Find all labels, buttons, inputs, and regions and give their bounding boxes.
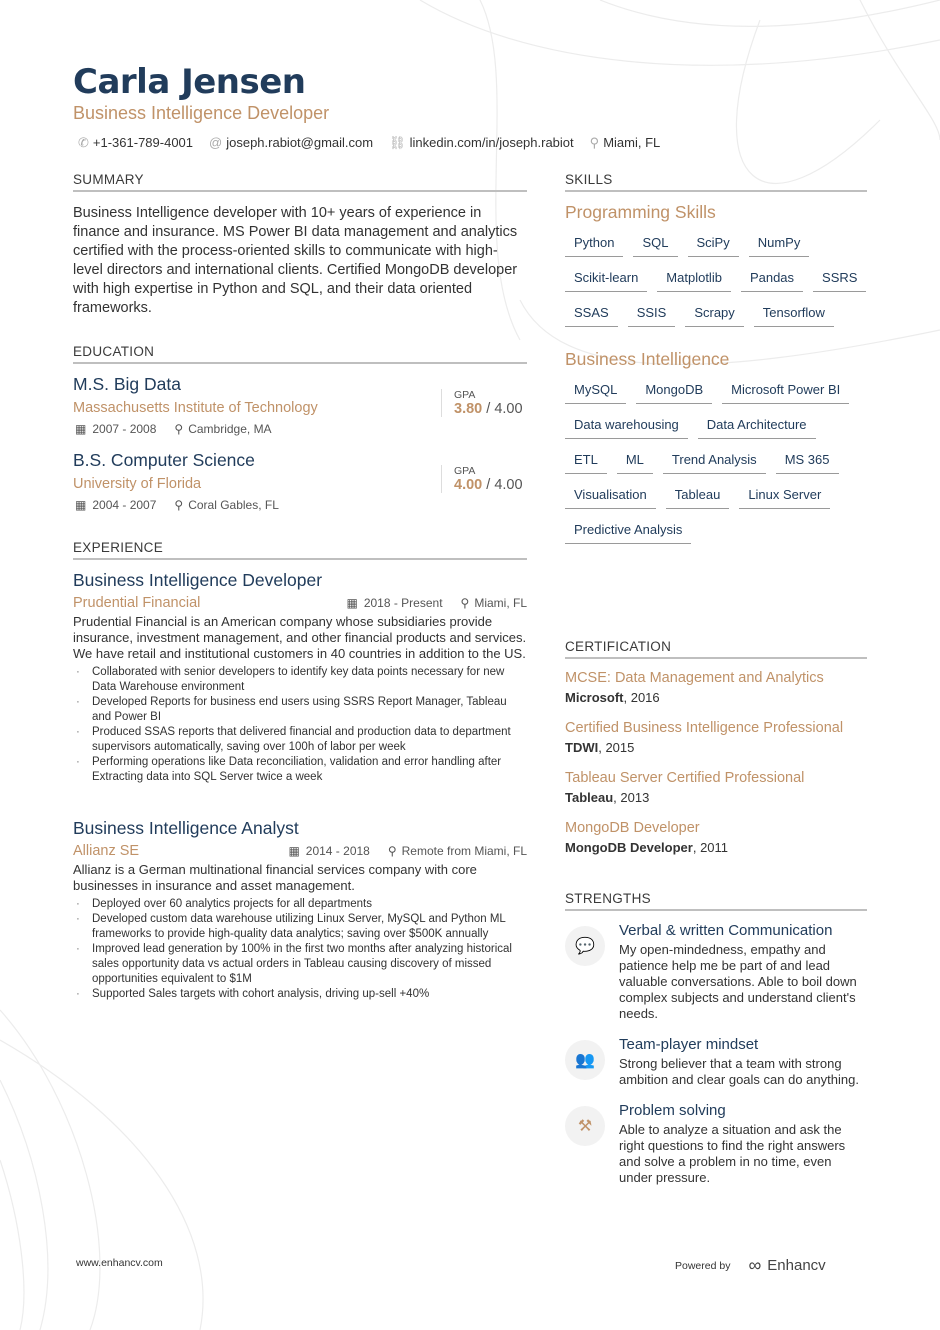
- certification-item: [565, 770, 867, 805]
- experience-heading: EXPERIENCE: [73, 540, 527, 560]
- certification-year: , 2013: [613, 790, 650, 805]
- gpa-label: GPA: [454, 465, 476, 477]
- achievement-item: · Developed custom data warehouse utilizing Linux Server, MySQL and Python ML frameworks to provide high-quality data analytics; saving over $500K annually: [73, 912, 527, 942]
- skill-tag: Pandas: [741, 270, 803, 292]
- school: Massachusetts Institute of Technology: [73, 400, 318, 416]
- at-icon: @: [209, 135, 223, 150]
- strength-body: [619, 1102, 867, 1186]
- education-meta: [75, 498, 279, 512]
- skill-tag: SQL: [633, 235, 677, 257]
- gpa-value: [454, 401, 531, 417]
- dates: 2018 - Present: [363, 596, 443, 610]
- skill-tags: [565, 235, 867, 327]
- achievement-item: · Developed Reports for business end users using SSRS Report Manager, Tableau and Power BI: [73, 695, 527, 725]
- location-icon: ⚲: [174, 422, 184, 436]
- speech-bubble-icon: 💬: [565, 926, 605, 966]
- certification-title: Tableau Server Certified Professional: [565, 770, 805, 786]
- gpa-score: 3.80: [454, 401, 483, 417]
- job-title: Business Intelligence Analyst: [73, 818, 299, 838]
- team-icon: 👥: [565, 1040, 605, 1080]
- certification-issuer: TDWI: [565, 740, 599, 755]
- strength-body: [619, 1036, 867, 1088]
- skill-tag: MySQL: [565, 382, 626, 404]
- skill-tag: MongoDB: [636, 382, 712, 404]
- location-icon: ⚲: [387, 844, 397, 858]
- certification-year: , 2015: [598, 740, 635, 755]
- strength-body: [619, 922, 867, 1022]
- strength-item: [565, 1102, 867, 1186]
- certification-issuer-row: [565, 740, 867, 755]
- achievement-item: · Deployed over 60 analytics projects for all departments: [73, 897, 527, 912]
- skill-tag: Python: [565, 235, 623, 257]
- logo-icon: ∞: [748, 1255, 762, 1275]
- company: Allianz SE: [73, 843, 140, 859]
- skill-tag: SSAS: [565, 305, 618, 327]
- skill-tag: Visualisation: [565, 487, 656, 509]
- strength-title: Team-player mindset: [619, 1036, 759, 1053]
- dates: 2014 - 2018: [305, 844, 370, 858]
- candidate-title: Business Intelligence Developer: [73, 103, 330, 123]
- strengths-heading: STRENGTHS: [565, 891, 867, 911]
- certification-issuer-row: [565, 840, 867, 855]
- strength-title: Problem solving: [619, 1102, 726, 1119]
- certification-heading: CERTIFICATION: [565, 639, 867, 659]
- certification-title: MCSE: Data Management and Analytics: [565, 670, 824, 686]
- gpa-box: [441, 389, 531, 417]
- skill-tag: Tableau: [666, 487, 730, 509]
- school: University of Florida: [73, 476, 202, 492]
- calendar-icon: ▦: [346, 596, 358, 610]
- skill-group-title: Programming Skills: [565, 202, 716, 222]
- gpa-score: 4.00: [454, 477, 483, 493]
- skill-tag: MS 365: [776, 452, 839, 474]
- gpa-value: [454, 477, 531, 493]
- calendar-icon: ▦: [75, 422, 87, 436]
- location: Miami, FL: [603, 135, 661, 150]
- certification-title: MongoDB Developer: [565, 820, 700, 836]
- skill-tag: SSIS: [628, 305, 676, 327]
- job-company-row: [73, 843, 527, 859]
- company-description: Allianz is a German multinational financial services company with core businesses in insurance and asset management.: [73, 862, 477, 893]
- certification-issuer-row: [565, 790, 867, 805]
- degree: B.S. Computer Science: [73, 450, 255, 470]
- strength-description: Strong believer that a team with strong ambition and clear goals can do anything.: [619, 1056, 859, 1087]
- skills-heading: SKILLS: [565, 172, 867, 192]
- skill-tag: Tensorflow: [754, 305, 834, 327]
- strength-item: [565, 1036, 867, 1088]
- job-title: Business Intelligence Developer: [73, 570, 323, 590]
- education-meta: [75, 422, 272, 436]
- dates: 2007 - 2008: [92, 422, 157, 436]
- enhancv-logo: [748, 1255, 825, 1276]
- certification-issuer: MongoDB Developer: [565, 840, 693, 855]
- achievement-item: · Collaborated with senior developers to identify key data points necessary for new Data Warehouse environment: [73, 665, 527, 695]
- company-description: Prudential Financial is an American company whose subsidiaries provide insurance, investment management, and other financial products and services. We have retail and institutional customers in 40 countries in addition to the US.: [73, 614, 527, 661]
- gpa-max: / 4.00: [482, 401, 523, 417]
- skill-tag: Trend Analysis: [663, 452, 766, 474]
- phone: +1-361-789-4001: [92, 135, 194, 150]
- email[interactable]: joseph.rabiot@gmail.com: [226, 135, 374, 150]
- skill-tag: SciPy: [688, 235, 739, 257]
- achievements-list: [73, 897, 527, 1002]
- skill-tag: Scikit-learn: [565, 270, 647, 292]
- location: Miami, FL: [474, 596, 527, 610]
- powered-by-label: Powered by: [675, 1259, 731, 1272]
- achievement-item: · Performing operations like Data reconciliation, validation and error handling after Extracting data into SQL Server twice a week: [73, 755, 527, 785]
- skill-tags: [565, 382, 867, 544]
- summary-text: Business Intelligence developer with 10+ years of experience in finance and insurance. MS Power BI data management and analytics certified with the process-oriented skills to communicate with high-level directors and international clients. Certified MongoDB developer with high expertise in Python and SQL, and their data oriented frameworks.: [73, 205, 518, 316]
- gpa-max: / 4.00: [482, 477, 523, 493]
- location: Remote from Miami, FL: [401, 844, 527, 858]
- certification-item: [565, 820, 867, 855]
- achievement-item: · Improved lead generation by 100% in the first two months after analyzing historical sales opportunity data vs actual orders in Tableau causing discovery of missed opportunities equivalent to $1M: [73, 942, 527, 987]
- calendar-icon: ▦: [288, 844, 300, 858]
- strength-item: [565, 922, 867, 1022]
- phone-icon: ✆: [78, 135, 89, 150]
- contact-info: [78, 135, 660, 151]
- certification-title: Certified Business Intelligence Professional: [565, 720, 844, 736]
- certification-item: [565, 720, 867, 755]
- strength-description: My open-mindedness, empathy and patience help me be part of and lead valuable conversations. Able to boil down complex subjects and understand client's needs.: [619, 942, 857, 1021]
- skill-tag: ML: [617, 452, 653, 474]
- skill-tag: Microsoft Power BI: [722, 382, 849, 404]
- location: Coral Gables, FL: [188, 498, 279, 512]
- achievement-item: · Produced SSAS reports that delivered financial and production data to department supervisors automatically, saving over 100h of labor per week: [73, 725, 527, 755]
- summary-heading: SUMMARY: [73, 172, 527, 192]
- footer-site[interactable]: www.enhancv.com: [76, 1257, 163, 1269]
- achievement-item: · Supported Sales targets with cohort analysis, driving up-sell +40%: [73, 987, 527, 1002]
- skill-tag: Scrapy: [685, 305, 743, 327]
- gpa-label: GPA: [454, 389, 476, 401]
- strength-title: Verbal & written Communication: [619, 922, 833, 939]
- location-icon: ⚲: [460, 596, 470, 610]
- certification-issuer: Microsoft: [565, 690, 624, 705]
- certification-issuer: Tableau: [565, 790, 614, 805]
- education-heading: EDUCATION: [73, 344, 527, 364]
- linkedin[interactable]: linkedin.com/in/joseph.rabiot: [409, 135, 574, 150]
- company: Prudential Financial: [73, 595, 201, 611]
- skill-tag: Matplotlib: [657, 270, 731, 292]
- experience-item: [73, 570, 527, 785]
- skill-tag: Linux Server: [739, 487, 830, 509]
- job-company-row: [73, 595, 527, 611]
- skills-groups: [565, 202, 867, 544]
- dates: 2004 - 2007: [92, 498, 157, 512]
- degree: M.S. Big Data: [73, 374, 181, 394]
- certification-list: [565, 670, 867, 870]
- skill-tag: ETL: [565, 452, 607, 474]
- gpa-box: [441, 465, 531, 493]
- certification-year: , 2011: [692, 840, 729, 855]
- certification-item: [565, 670, 867, 705]
- skill-tag: Data Architecture: [698, 417, 816, 439]
- skill-group-title: Business Intelligence: [565, 349, 730, 369]
- experience-item: [73, 818, 527, 1002]
- job-meta: [288, 844, 527, 858]
- skill-tag: Data warehousing: [565, 417, 688, 439]
- brand-name: Enhancv: [767, 1257, 826, 1274]
- candidate-name: Carla Jensen: [73, 62, 306, 102]
- link-icon: ⛓: [389, 135, 406, 150]
- certification-year: , 2016: [623, 690, 660, 705]
- calendar-icon: ▦: [75, 498, 87, 512]
- location-icon: ⚲: [589, 135, 600, 150]
- footer-powered: [675, 1255, 826, 1276]
- strength-description: Able to analyze a situation and ask the right questions to find the right answers and solve a problem in no time, even under pressure.: [619, 1122, 846, 1185]
- achievements-list: [73, 665, 527, 785]
- location: Cambridge, MA: [188, 422, 272, 436]
- job-meta: [346, 596, 527, 610]
- skill-tag: SSRS: [813, 270, 866, 292]
- certification-issuer-row: [565, 690, 867, 705]
- location-icon: ⚲: [174, 498, 184, 512]
- tools-icon: ⚒: [565, 1106, 605, 1146]
- skill-tag: Predictive Analysis: [565, 522, 691, 544]
- skill-tag: NumPy: [749, 235, 810, 257]
